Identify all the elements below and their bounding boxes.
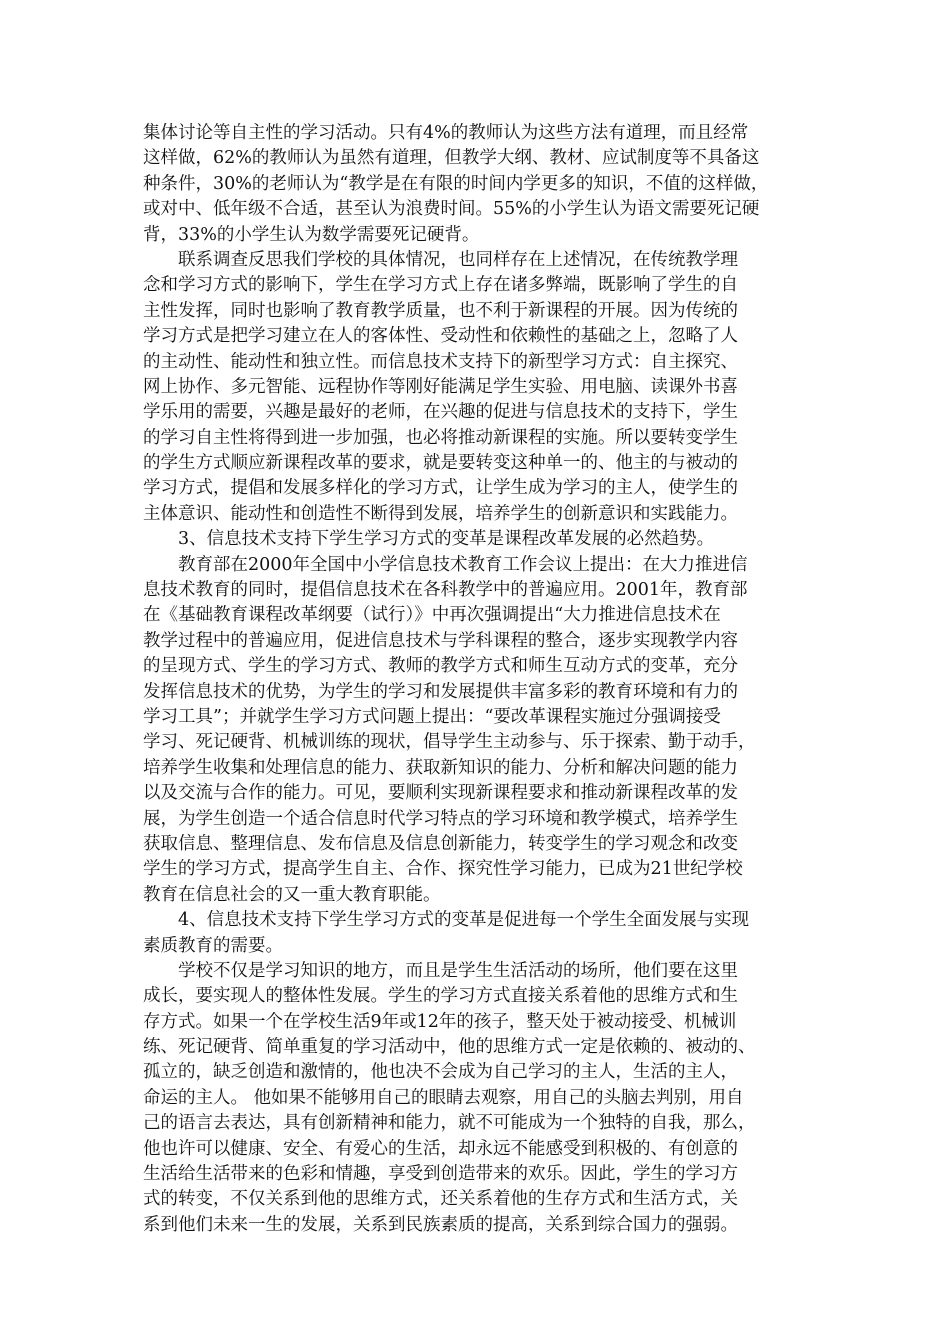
text-line: 教学过程中的普遍应用，促进信息技术与学科课程的整合，逐步实现教学内容	[143, 630, 738, 651]
text-line: 主体意识、能动性和创造性不断得到发展，培养学生的创新意识和实践能力。	[143, 503, 738, 524]
text-line: 孤立的，缺乏创造和激情的，他也决不会成为自己学习的主人，生活的主人，	[143, 1062, 738, 1083]
text-line: 背，33%的小学生认为数学需要死记硬背。	[143, 224, 480, 245]
text-line: 联系调查反思我们学校的具体情况，也同样存在上述情况，在传统教学理	[143, 249, 738, 270]
text-line: 学习、死记硬背、机械训练的现状，倡导学生主动参与、乐于探索、勤于动手，	[143, 732, 756, 753]
text-line: 发挥信息技术的优势，为学生的学习和发展提供丰富多彩的教育环境和有力的	[143, 681, 738, 702]
section-heading-4-cont: 素质教育的需要。	[143, 935, 283, 956]
text-line: 存方式。如果一个在学校生活9年或12年的孩子，整天处于被动接受、机械训	[143, 1011, 737, 1032]
text-line: 学习工具”；并就学生学习方式问题上提出：“要改革课程实施过分强调接受	[143, 706, 721, 727]
section-heading-4: 4、信息技术支持下学生学习方式的变革是促进每一个学生全面发展与实现	[143, 910, 750, 931]
text-line	[143, 1238, 813, 1263]
text-line: 的呈现方式、学生的学习方式、教师的教学方式和师生互动方式的变革，充分	[143, 656, 738, 677]
text-line: 念和学习方式的影响下，学生在学习方式上存在诸多弊端，既影响了学生的自	[143, 275, 738, 296]
text-line: 在《基础教育课程改革纲要（试行）》中再次强调提出“大力推进信息技术在	[143, 605, 721, 626]
text-line: 成长，要实现人的整体性发展。学生的学习方式直接关系着他的思维方式和生	[143, 986, 738, 1007]
text-line: 或对中、低年级不合适，甚至认为浪费时间。55%的小学生认为语文需要死记硬	[143, 199, 760, 220]
text-line: 以及交流与合作的能力。可见，要顺利实现新课程要求和推动新课程改革的发	[143, 783, 738, 804]
text-line: 教育部在2000年全国中小学信息技术教育工作会议上提出：在大力推进信	[143, 554, 748, 575]
text-line: 主性发挥，同时也影响了教育教学质量，也不利于新课程的开展。因为传统的	[143, 300, 738, 321]
text-line: 学校不仅是学习知识的地方，而且是学生生活活动的场所，他们要在这里	[143, 960, 738, 981]
text-line: 集体讨论等自主性的学习活动。只有4%的教师认为这些方法有道理，而且经常	[143, 123, 749, 143]
text-line: 的主动性、能动性和独立性。而信息技术支持下的新型学习方式：自主探究、	[143, 351, 738, 372]
text-line: 展，为学生创造一个适合信息时代学习特点的学习环境和教学模式，培养学生	[143, 808, 738, 829]
text-line: 练、死记硬背、简单重复的学习活动中，他的思维方式一定是依赖的、被动的、	[143, 1037, 756, 1058]
text-line: 系到他们未来一生的发展，关系到民族素质的提高，关系到综合国力的强弱。	[143, 1214, 738, 1235]
text-line: 学生的学习方式，提高学生自主、合作、探究性学习能力，已成为21世纪学校	[143, 859, 743, 880]
text-line: 这样做，62%的教师认为虽然有道理，但教学大纲、教材、应试制度等不具备这	[143, 148, 760, 169]
text-line: 的学生方式顺应新课程改革的要求，就是要转变这种单一的、他主的与被动的	[143, 453, 738, 474]
text-line: 学乐用的需要，兴趣是最好的老师，在兴趣的促进与信息技术的支持下，学生	[143, 402, 738, 423]
text-line: 种条件，30%的老师认为“教学是在有限的时间内学更多的知识，不值的这样做，	[143, 173, 769, 194]
text-line: 网上协作、多元智能、远程协作等刚好能满足学生实验、用电脑、读课外书喜	[143, 376, 738, 397]
text-line: 的学习自主性将得到进一步加强，也必将推动新课程的实施。所以要转变学生	[143, 427, 738, 448]
text-line: 获取信息、整理信息、发布信息及信息创新能力，转变学生的学习观念和改变	[143, 833, 738, 854]
section-heading-3: 3、信息技术支持下学生学习方式的变革是课程改革发展的必然趋势。	[143, 529, 715, 550]
text-line: 学习方式，提倡和发展多样化的学习方式，让学生成为学习的主人，使学生的	[143, 478, 738, 499]
document-body	[143, 121, 813, 1264]
text-line: 教育在信息社会的又一重大教育职能。	[143, 884, 441, 905]
text-line: 他也许可以健康、安全、有爱心的生活，却永远不能感受到积极的、有创意的	[143, 1138, 738, 1159]
text-line: 学习方式是把学习建立在人的客体性、受动性和依赖性的基础之上，忽略了人	[143, 326, 738, 347]
text-line: 息技术教育的同时，提倡信息技术在各科教学中的普遍应用。2001年，教育部	[143, 580, 748, 601]
text-line: 生活给生活带来的色彩和情趣，享受到创造带来的欢乐。因此，学生的学习方	[143, 1164, 738, 1185]
text-line: 式的转变，不仅关系到他的思维方式，还关系着他的生存方式和生活方式，关	[143, 1189, 738, 1210]
text-line: 己的语言去表达，具有创新精神和能力，就不可能成为一个独特的自我，那么，	[143, 1113, 756, 1134]
text-line: 命运的主人。 他如果不能够用自己的眼睛去观察，用自己的头脑去判别，用自	[143, 1087, 744, 1108]
text-line: 培养学生收集和处理信息的能力、获取新知识的能力、分析和解决问题的能力	[143, 757, 738, 778]
